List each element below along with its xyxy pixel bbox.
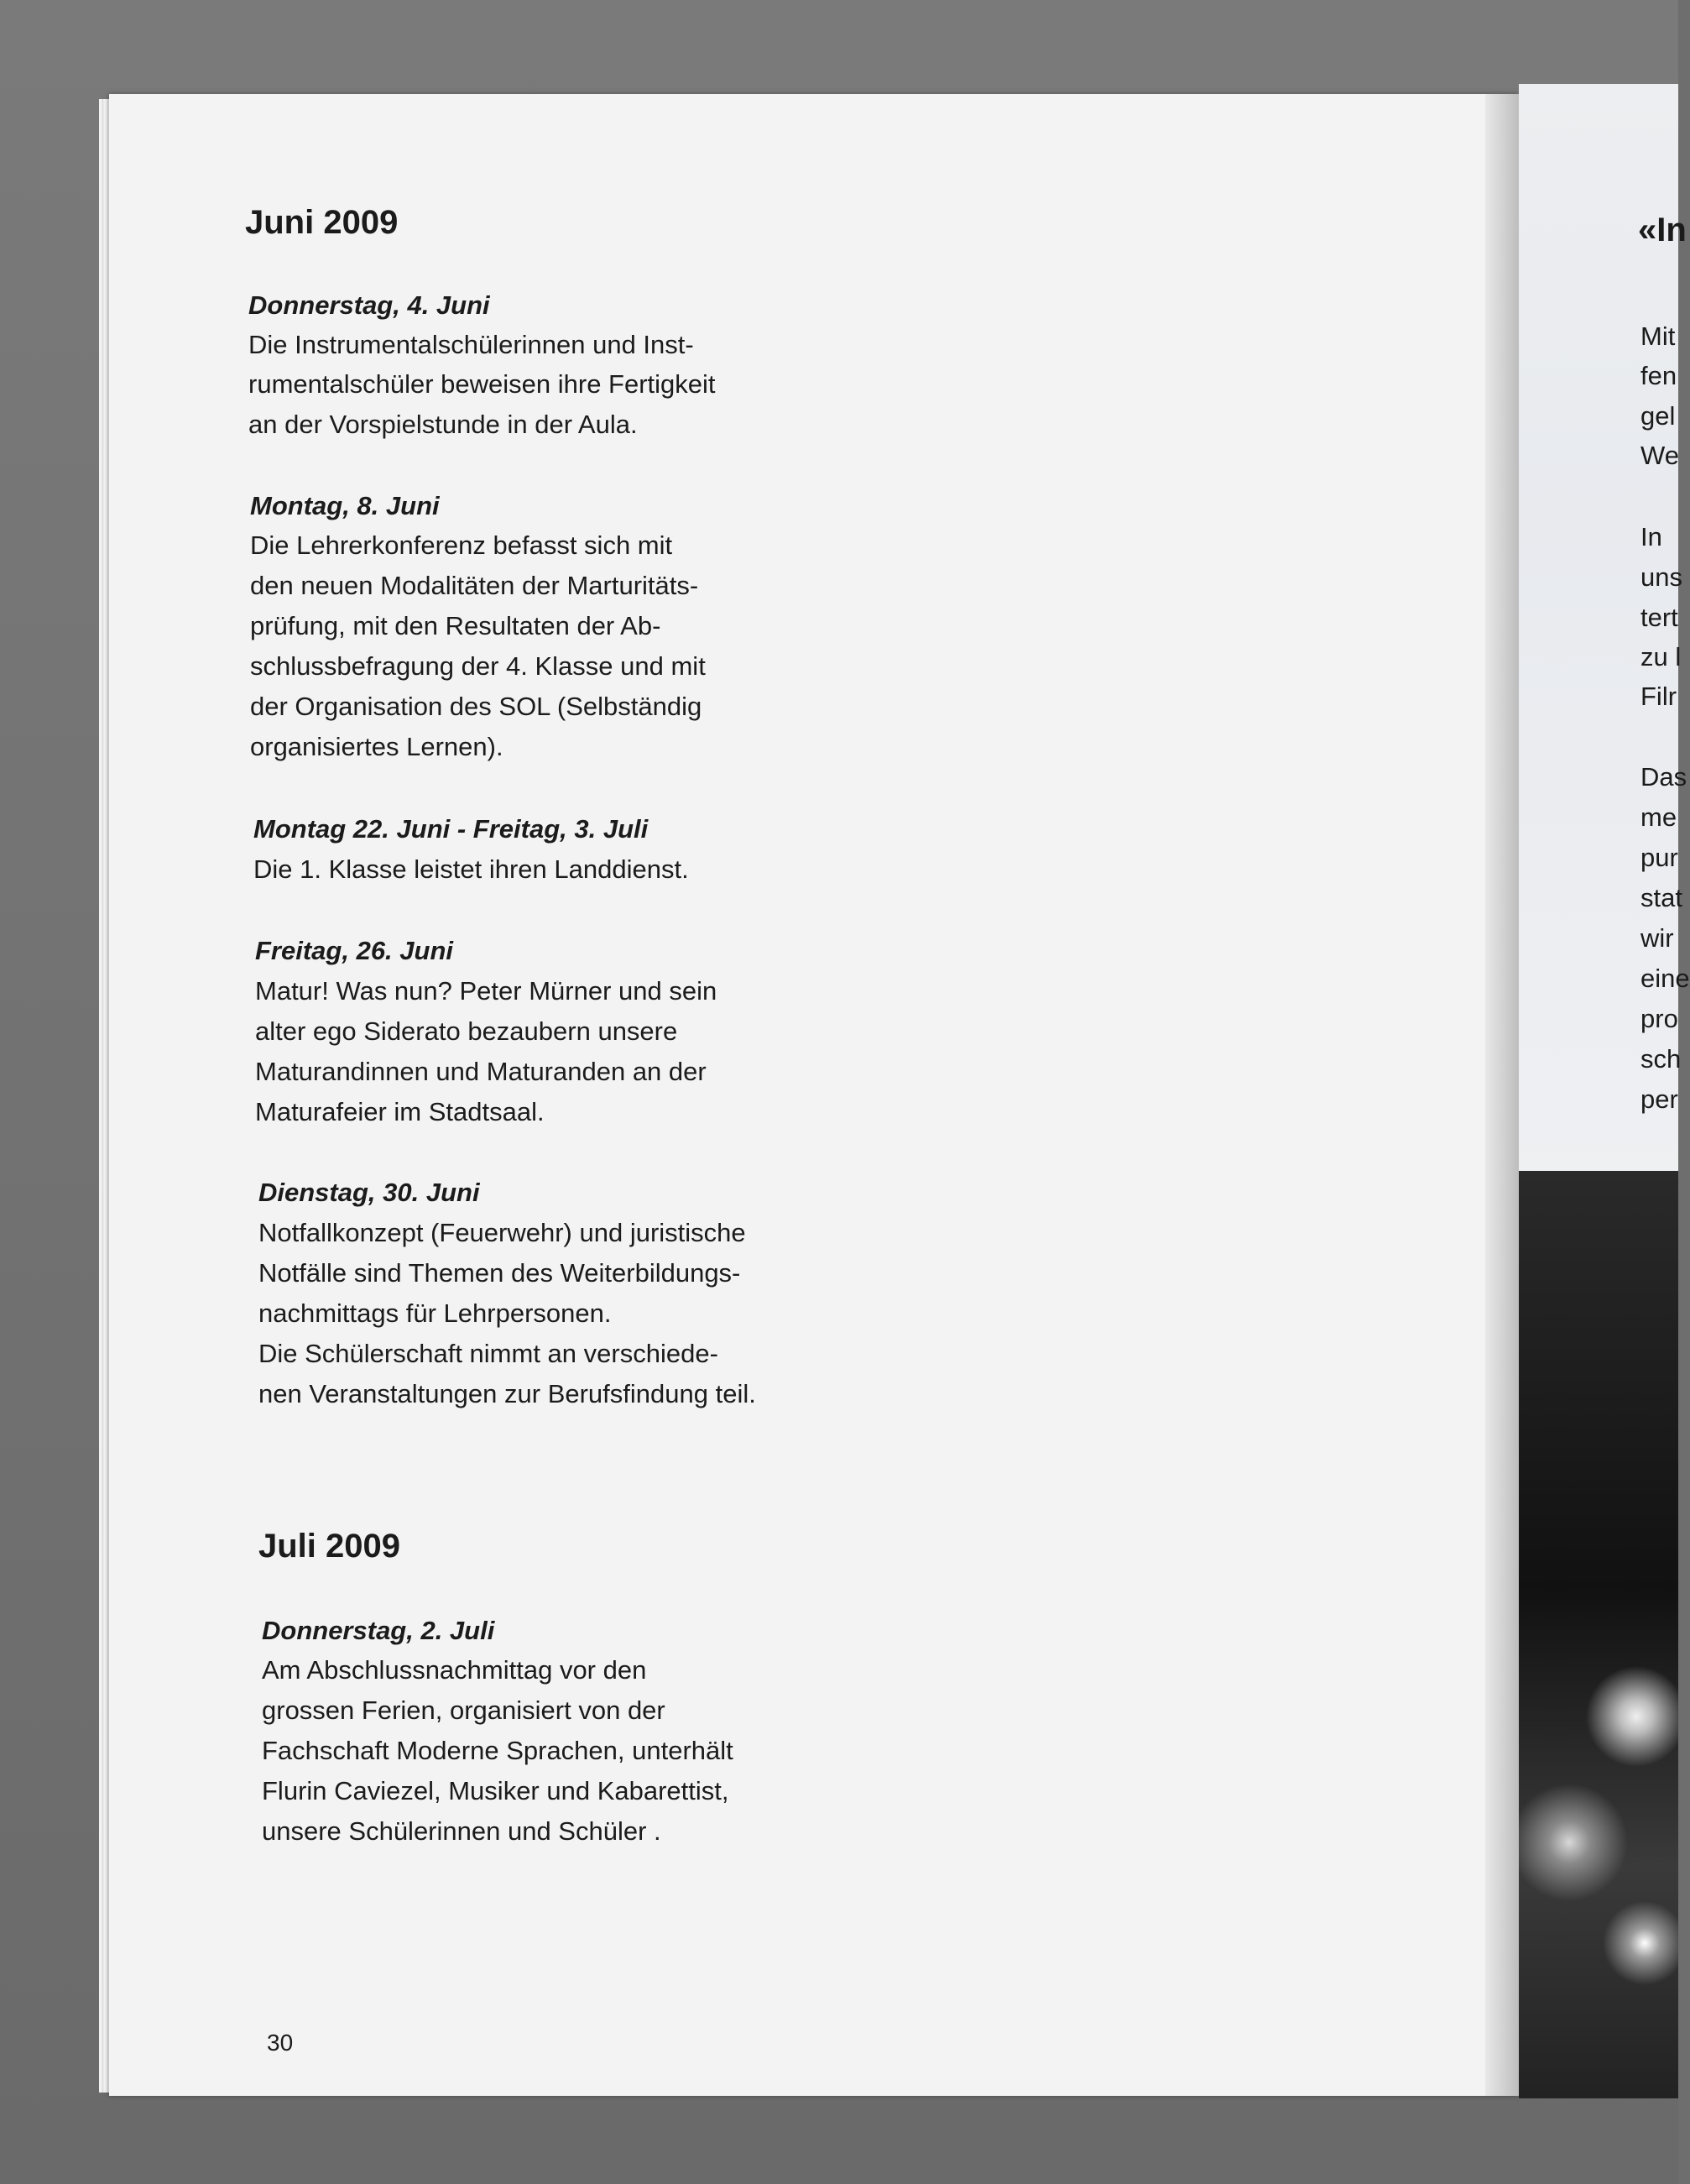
- right-page-line: Filr: [1640, 682, 1677, 711]
- right-page-line: We: [1640, 441, 1679, 470]
- event-text-line: schlussbefragung der 4. Klasse und mit: [250, 651, 706, 681]
- right-page-line: fen: [1640, 361, 1677, 390]
- event-text-line: den neuen Modalitäten der Marturitäts-: [250, 571, 699, 600]
- month-heading: Juni 2009: [245, 204, 399, 241]
- event-text-line: Maturafeier im Stadtsaal.: [255, 1097, 545, 1126]
- right-page-line: Mit: [1640, 321, 1676, 351]
- page-number: 30: [267, 2030, 294, 2056]
- event-text-line: der Organisation des SOL (Selbständig: [250, 692, 702, 721]
- right-page-line: gel: [1640, 401, 1676, 431]
- event-text-line: prüfung, mit den Resultaten der Ab-: [250, 611, 661, 640]
- event-text-line: an der Vorspielstunde in der Aula.: [248, 410, 638, 439]
- event-text-line: Fachschaft Moderne Sprachen, unterhält: [262, 1736, 733, 1765]
- event-text-line: nen Veranstaltungen zur Berufsfindung teil.: [258, 1379, 756, 1408]
- event-date: Freitag, 26. Juni: [255, 936, 454, 965]
- month-heading: Juli 2009: [258, 1528, 401, 1565]
- event-text-line: grossen Ferien, organisiert von der: [262, 1695, 665, 1725]
- event-text-line: Flurin Caviezel, Musiker und Kabarettist,: [262, 1776, 729, 1805]
- right-page-line: wir: [1640, 923, 1674, 953]
- event-text-line: Notfallkonzept (Feuerwehr) und juristische: [258, 1218, 746, 1247]
- event-text-line: Die Schülerschaft nimmt an verschiede-: [258, 1339, 718, 1368]
- right-page-line: pur: [1640, 843, 1678, 872]
- event-text-line: Die 1. Klasse leistet ihren Landdienst.: [253, 854, 689, 884]
- right-page-dark-photo: [1519, 1171, 1678, 2098]
- book-gutter: [1485, 94, 1519, 2096]
- right-page-line: sch: [1640, 1044, 1682, 1074]
- event-text-line: Notfälle sind Themen des Weiterbildungs-: [258, 1258, 741, 1288]
- event-date: Montag 22. Juni - Freitag, 3. Juli: [253, 814, 649, 844]
- event-date: Donnerstag, 4. Juni: [248, 290, 490, 320]
- event-text-line: Matur! Was nun? Peter Mürner und sein: [255, 976, 717, 1006]
- event-text-line: Die Instrumentalschülerinnen und Inst-: [248, 330, 694, 359]
- event-date: Dienstag, 30. Juni: [258, 1178, 480, 1207]
- right-page-line: eine: [1640, 964, 1690, 993]
- event-text-line: alter ego Siderato bezaubern unsere: [255, 1016, 678, 1046]
- right-page-line: stat: [1640, 883, 1682, 912]
- right-page-line: per: [1640, 1084, 1678, 1114]
- right-page-line: Das: [1640, 762, 1687, 792]
- event-date: Donnerstag, 2. Juli: [262, 1616, 495, 1645]
- event-text-line: unsere Schülerinnen und Schüler .: [262, 1816, 661, 1846]
- right-page-line: pro: [1640, 1004, 1678, 1033]
- event-text-line: Die Lehrerkonferenz befasst sich mit: [250, 530, 673, 560]
- event-text-line: Am Abschlussnachmittag vor den: [262, 1655, 647, 1685]
- right-page-title-fragment: «In: [1638, 212, 1687, 248]
- event-date: Montag, 8. Juni: [250, 491, 440, 520]
- right-page-line: In: [1640, 522, 1662, 551]
- right-page-line: zu l: [1640, 642, 1682, 671]
- event-text-line: rumentalschüler beweisen ihre Fertigkeit: [248, 369, 716, 399]
- right-page-line: uns: [1640, 562, 1682, 592]
- event-text-line: nachmittags für Lehrpersonen.: [258, 1298, 612, 1328]
- event-text-line: Maturandinnen und Maturanden an der: [255, 1057, 707, 1086]
- event-text-line: organisiertes Lernen).: [250, 732, 503, 761]
- right-page-line: me: [1640, 802, 1677, 832]
- right-page-line: tert: [1640, 603, 1678, 632]
